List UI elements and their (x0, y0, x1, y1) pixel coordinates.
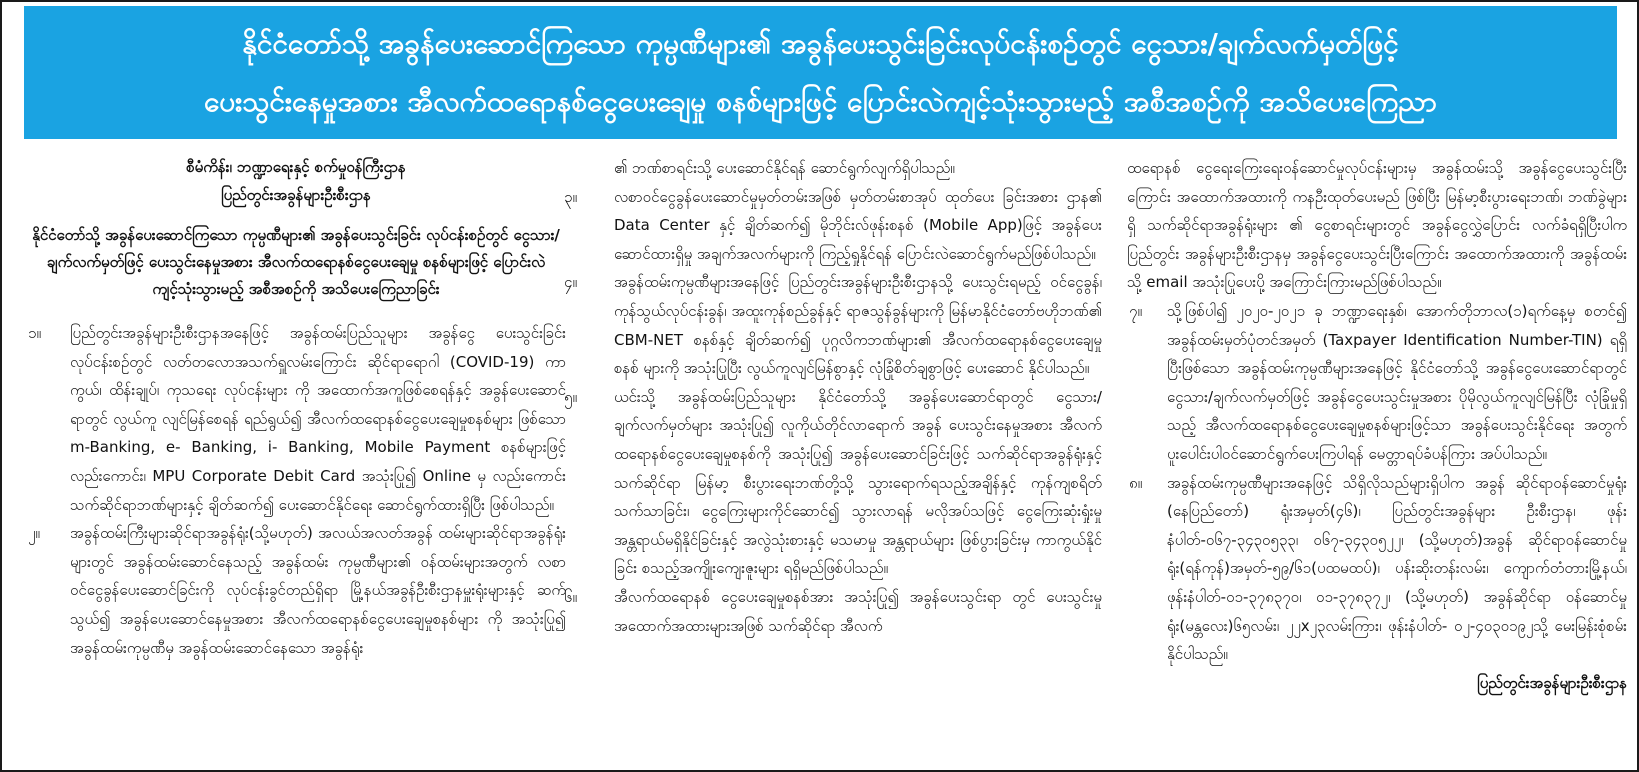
column-3 (1127, 154, 1627, 766)
paragraph-7 (1127, 297, 1627, 469)
column-2 (562, 154, 1102, 766)
headline-line-1: နိုင်ငံတော်သို့ အခွန်ပေးဆောင်ကြသော ကုမ္ပဏီများ၏ အခွန်ပေးသွင်းခြင်းလုပ်ငန်းစဉ်တွင် ငွေသား/ချက်လက်မှတ်ဖြင့် (242, 26, 1399, 60)
paragraph-number: ၂။ (28, 524, 40, 543)
paragraph-number: ၇။ (1129, 301, 1142, 320)
paragraph-6-continued: ထရောနစ် ငွေရေးကြေးရေးဝန်ဆောင်မှုလုပ်ငန်းများမှ အခွန်ထမ်းသို့ အခွန်ငွေပေးသွင်းပြီးကြောင်း အထောက်အထားကို ကနဦးထုတ်ပေးမည် ဖြစ်ပြီး မြန်မာ့စီးပွားရေးဘဏ်၊ ဘဏ်ခွဲများရှိ သက်ဆိုင်ရာအခွန်ရုံးများ ၏ ငွေစာရင်းများတွင် အခွန်ငွေလွှဲပြောင်း လက်ခံရရှိပြီးပါက ပြည်တွင်း အခွန်များဦးစီးဌာနမှ အခွန်ငွေပေးသွင်းပြီးကြောင်း အထောက်အထားကို အခွန်ထမ်းသို့ email အသုံးပြုပေးပို့ အကြောင်းကြားမည်ဖြစ်ပါသည်။ (1127, 159, 1627, 292)
paragraph-text: ယင်းသို့ အခွန်ထမ်းပြည်သူများ နိုင်ငံတော်သို့ အခွန်ပေးဆောင်ရာတွင် ငွေသား/ ချက်လက်မှတ်များ အသုံးပြု၍ လူကိုယ်တိုင်လာရောက် အခွန် ပေးသွင်းနေမှုအစား အီလက်ထရောနစ်ငွေပေးချေမှုစနစ်ကို အသုံးပြု၍ အခွန်ပေးဆောင်ခြင်းဖြင့် သက်ဆိုင်ရာအခွန်ရုံးနှင့် သက်ဆိုင်ရာ မြန်မာ့ စီးပွားရေးဘဏ်တို့သို့ သွားရောက်ရသည့်အချိန်နှင့် ကုန်ကျစရိတ် သက်သာခြင်း၊ ငွေကြေးများကိုင်ဆောင်၍ သွားလာရန် မလိုအပ်သဖြင့် ငွေကြေးဆုံးရှုံးမှု အန္တရာယ်မရှိနိုင်ခြင်းနှင့် အလွဲသုံးစားနှင့် မသမာမှု အန္တရာယ်များ ဖြစ်ပွားခြင်းမှ ကာကွယ်နိုင်ခြင်း စသည့်အကျိုးကျေးဇူးများ ရရှိမည်ဖြစ်ပါသည်။ (614, 387, 1102, 578)
paragraph-text: ပြည်တွင်းအခွန်များဦးစီးဌာနအနေဖြင့် အခွန်ထမ်းပြည်သူများ အခွန်ငွေ ပေးသွင်းခြင်း လုပ်ငန်းစဉ်တွင် လတ်တလောအသက်ရှူလမ်းကြောင်း ဆိုင်ရာရောဂါ (COVID-19) ကာကွယ်၊ ထိန်းချုပ်၊ ကုသရေး လုပ်ငန်းများ ကို အထောက်အကူဖြစ်စေရန်နှင့် အခွန်ပေးဆောင်ရာတွင် လွယ်ကူ လျင်မြန်စေရန် ရည်ရွယ်၍ အီလက်ထရောနစ်ငွေပေးချေမှုစနစ်များ ဖြစ်သော m-Banking, e- Banking, i- Banking, Mobile Payment စနစ်များဖြင့်လည်းကောင်း၊ MPU Corporate Debit Card အသုံးပြု၍ Online မှ လည်းကောင်း သက်ဆိုင်ရာဘဏ်များနှင့် ချိတ်ဆက်၍ ပေးဆောင်နိုင်ရေး ဆောင်ရွက်ထားရှိပြီး ဖြစ်ပါသည်။ (70, 324, 566, 514)
paragraph-8 (1127, 469, 1627, 669)
headline-banner (24, 6, 1617, 139)
notice-subject: နိုင်ငံတော်သို့ အခွန်ပေးဆောင်ကြသော ကုမ္ပဏီများ၏ အခွန်ပေးသွင်းခြင်း လုပ်ငန်းစဉ်တွင် ငွေသား/ချက်လက်မှတ်ဖြင့် ပေးသွင်းနေမှုအစား အီလက်ထရောနစ်ငွေပေးချေမှု စနစ်များဖြင့် ပြောင်းလဲကျင့်သုံးသွားမည့် အစီအစဉ်ကို အသိပေးကြေညာခြင်း (32, 226, 560, 298)
paragraph-1 (26, 319, 566, 519)
paragraph-text: အခွန်ထမ်းကုမ္ပဏီများအနေဖြင့် သိရှိလိုသည်များရှိပါက အခွန် ဆိုင်ရာဝန်ဆောင်မှုရုံး (နေပြည်တော်) ရုံးအမှတ်(၄၆)၊ ပြည်တွင်းအခွန်များ ဦးစီးဌာန၊ ဖုန်းနံပါတ်-၀၆၇-၃၄၃၀၅၃၃၊ ၀၆၇-၃၄၃၀၅၂၂၊ (သို့မဟုတ်)အခွန် ဆိုင်ရာဝန်ဆောင်မှုရုံး(ရန်ကုန်)အမှတ်-၅၉/၆၁(ပထမထပ်)၊ ပန်းဆိုးတန်းလမ်း၊ ကျောက်တံတားမြို့နယ်၊ ဖုန်းနံပါတ်-၀၁-၃၇၈၃၇၀၊ ၀၁-၃၇၈၃၇၂၊ (သို့မဟုတ်) အခွန်ဆိုင်ရာ ဝန်ဆောင်မှုရုံး(မန္တလေး)၆၅လမ်း၊ ၂၂x၂၃လမ်းကြား၊ ဖုန်းနံပါတ်- ၀၂-၄၀၃၀၁၉၂သို့ မေးမြန်းစုံစမ်းနိုင်ပါသည်။ (1167, 473, 1627, 664)
paragraph-6 (562, 583, 1102, 640)
paragraph-2-continued: ၏ ဘဏ်စာရင်းသို့ ပေးဆောင်နိုင်ရန် ဆောင်ရွက်လျက်ရှိပါသည်။ (614, 159, 955, 177)
paragraph-5 (562, 383, 1102, 583)
paragraph-number: ၆။ (564, 587, 577, 606)
department-name: ပြည်တွင်းအခွန်များဦးစီးဌာန (221, 186, 371, 204)
column-1 (26, 154, 566, 766)
paragraph-3 (562, 183, 1102, 269)
paragraph-2 (26, 519, 566, 662)
ministry-name: စီမံကိန်း၊ ဘဏ္ဍာရေးနှင့် စက်မှုဝန်ကြီးဌာန (186, 158, 406, 176)
paragraph-number: ၅။ (564, 387, 577, 406)
headline-line-2: ပေးသွင်းနေမှုအစား အီလက်ထရောနစ်ငွေပေးချေမှု စနစ်များဖြင့် ပြောင်းလဲကျင့်သုံးသွားမည့် အစီအစဉ်ကို အသိပေးကြေညာ (204, 84, 1437, 118)
paragraph-number: ၁။ (28, 324, 41, 342)
paragraph-text: လစာဝင်ငွေခွန်ပေးဆောင်မှုမှတ်တမ်းအဖြစ် မှတ်တမ်းစာအုပ် ထုတ်ပေး ခြင်းအစား ဌာန၏ Data Center နှင့် ချိတ်ဆက်၍ မိုဘိုင်းလ်ဖုန်းစနစ် (Mobile App)ဖြင့် အခွန်ပေးဆောင်ထားရှိမှု အချက်အလက်များကို ကြည့်ရှုနိုင်ရန် ပြောင်းလဲဆောင်ရွက်မည်ဖြစ်ပါသည်။ (614, 187, 1102, 263)
paragraph-text: အီလက်ထရောနစ် ငွေပေးချေမှုစနစ်အား အသုံးပြု၍ အခွန်ပေးသွင်းရာ တွင် ပေးသွင်းမှု အထောက်အထားများအဖြစ် သက်ဆိုင်ရာ အီလက် (614, 587, 1102, 635)
paragraph-text: အခွန်ထမ်းကြီးများဆိုင်ရာအခွန်ရုံး(သို့မဟုတ်) အလယ်အလတ်အခွန် ထမ်းများဆိုင်ရာအခွန်ရုံးများတွင် အခွန်ထမ်းဆောင်နေသည့် အခွန်ထမ်း ကုမ္ပဏီများ၏ ဝန်ထမ်းများအတွက် လစာဝင်ငွေခွန်ပေးဆောင်ခြင်းကို လုပ်ငန်းခွင်တည်ရှိရာ မြို့နယ်အခွန်ဦးစီးဌာနမှူးရုံးများနှင့် ဆက်သွယ်၍ အခွန်ပေးဆောင်နေမှုအစား အီလက်ထရောနစ်ငွေပေးချေမှုစနစ်များ ကို အသုံးပြု၍ အခွန်ထမ်းကုမ္ပဏီမှ အခွန်ထမ်းဆောင်နေသော အခွန်ရုံး (70, 524, 566, 657)
paragraph-number: ၄။ (564, 273, 577, 292)
signature-department: ပြည်တွင်းအခွန်များဦးစီးဌာန (1477, 673, 1627, 692)
paragraph-text: အခွန်ထမ်းကုမ္ပဏီများအနေဖြင့် ပြည်တွင်းအခွန်များဦးစီးဌာနသို့ ပေးသွင်းရမည့် ဝင်ငွေခွန်၊ ကုန်သွယ်လုပ်ငန်းခွန်၊ အထူးကုန်စည်ခွန်နှင့် ရာဇသွန်ခွန်များကို မြန်မာနိုင်ငံတော်ဗဟိုဘဏ်၏ CBM-NET စနစ်နှင့် ချိတ်ဆက်၍ ပုဂ္ဂလိကဘဏ်များ၏ အီလက်ထရောနစ်ငွေပေးချေမှုစနစ် များကို အသုံးပြုပြီး လွယ်ကူလျင်မြန်စွာနှင့် လုံခြုံစိတ်ချစွာဖြင့် ပေးဆောင် နိုင်ပါသည်။ (614, 273, 1102, 378)
paragraph-number: ၈။ (1129, 473, 1143, 492)
paragraph-4 (562, 268, 1102, 382)
paragraph-number: ၃။ (564, 187, 577, 206)
paragraph-text: သို့ဖြစ်ပါ၍ ၂၀၂၀-၂၀၂၁ ခု ဘဏ္ဍာရေးနှစ်၊ အောက်တိုဘာလ(၁)ရက်နေ့မှ စတင်၍ အခွန်ထမ်းမှတ်ပုံတင်အမှတ် (Taxpayer Identification Number-TIN) ရရှိပြီးဖြစ်သော အခွန်ထမ်းကုမ္ပဏီများအနေဖြင့် နိုင်ငံတော်သို့ အခွန်ငွေပေးဆောင်ရာတွင် ငွေသား/ချက်လက်မှတ်ဖြင့် အခွန်ငွေပေးသွင်းမှုအစား ပိုမိုလွယ်ကူလျင်မြန်ပြီး လုံခြုံမှုရှိသည့် အီလက်ထရောနစ်ငွေပေးချေမှုစနစ်များဖြင့်သာ အခွန်ပေးသွင်းနိုင်ရေး အတွက် ပူးပေါင်းပါဝင်ဆောင်ရွက်ပေးကြပါရန် မေတ္တာရပ်ခံပန်ကြား အပ်ပါသည်။ (1167, 301, 1627, 463)
